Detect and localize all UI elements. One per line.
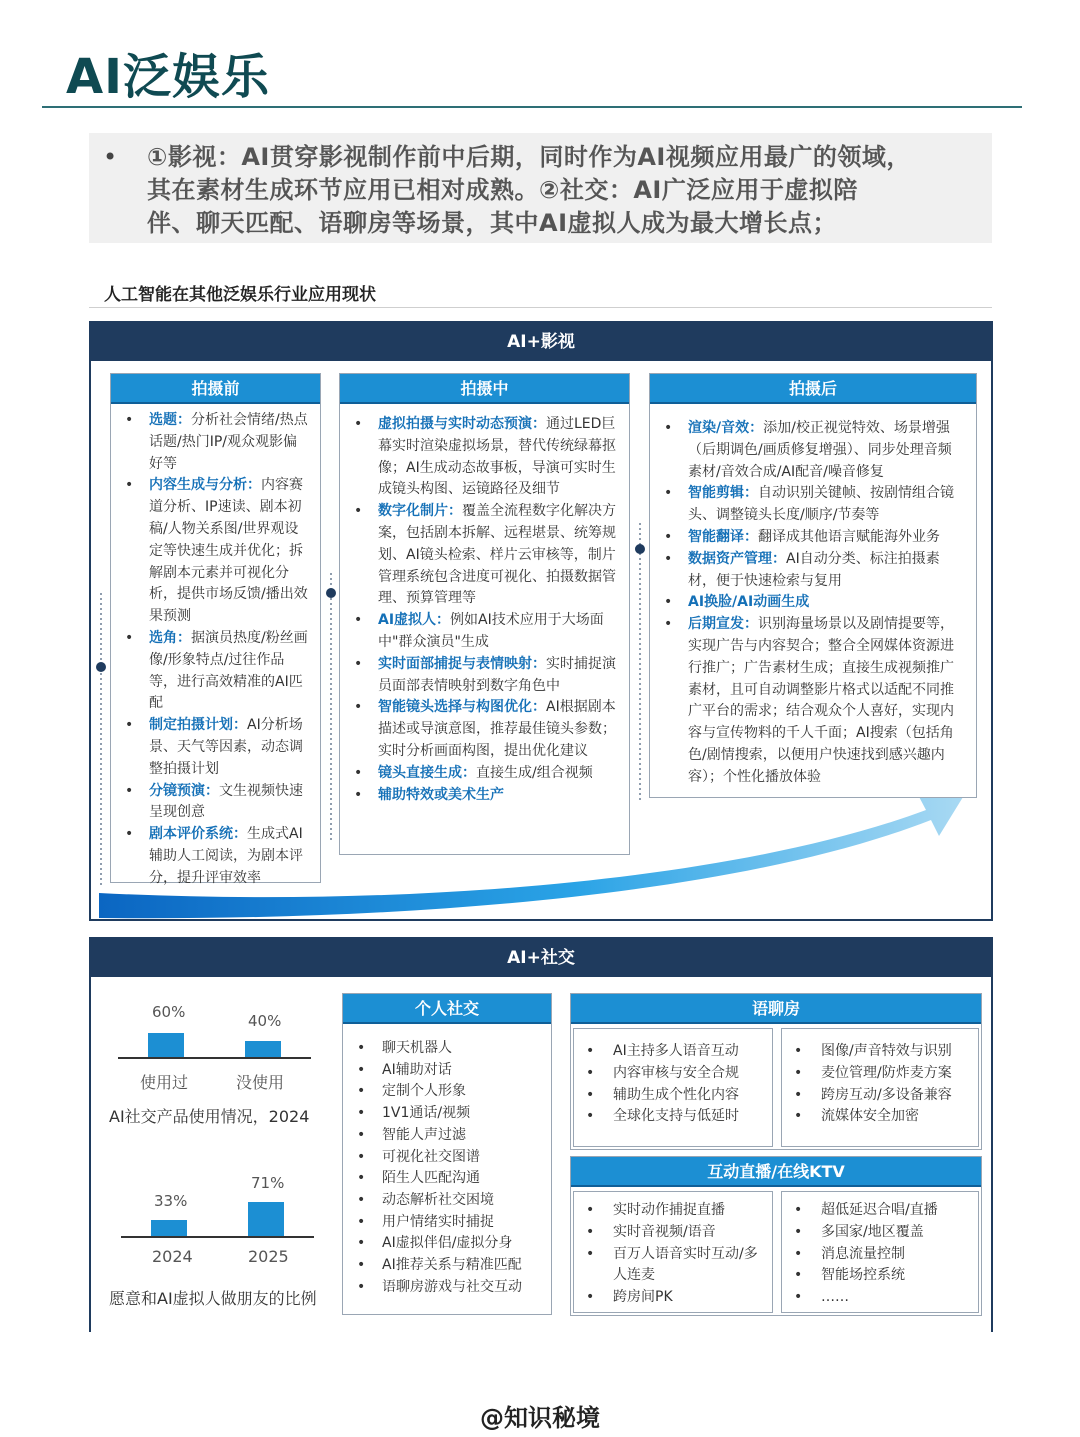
list-item: • 动态解析社交困境 [357, 1190, 541, 1212]
live-ktv-left [573, 1191, 773, 1313]
list-item: • …… [794, 1287, 970, 1309]
friend-bar-2 [248, 1202, 284, 1236]
voice-room-right-list [782, 1029, 978, 1128]
usage-baseline [118, 1057, 311, 1059]
list-item: • 百万人语音实时互动/多人连麦 [586, 1244, 764, 1288]
social-band: AI+社交 [91, 939, 991, 977]
friend-label-2: 2025 [248, 1247, 289, 1266]
list-item: • 智能人声过滤 [357, 1125, 541, 1147]
friend-caption: 愿意和AI虚拟人做朋友的比例 [109, 1289, 317, 1308]
list-item [354, 697, 617, 762]
item-text: 翻译成其他语言赋能海外业务 [758, 528, 940, 545]
list-item [354, 414, 617, 501]
list-item: • 语聊房游戏与社交互动 [357, 1277, 541, 1299]
item-text: AI分析场景、天气等因素，动态调整拍摄计划 [149, 717, 303, 777]
live-ktv-header: 互动直播/在线KTV [571, 1157, 981, 1187]
item-text: 分析社会情绪/热点话题/热门IP/观众观影偏好等 [149, 412, 308, 472]
item-keyword: 剧本评价系统： [149, 826, 247, 843]
list-item [354, 501, 617, 610]
list-item [664, 418, 964, 483]
item-keyword: 辅助特效或美术生产 [378, 786, 504, 803]
voice-room-left [573, 1028, 773, 1147]
live-ktv-left-list [574, 1192, 772, 1309]
item-text: 直接生成/组合视频 [476, 764, 593, 781]
item-keyword: 镜头直接生成： [378, 764, 476, 781]
post-shoot-list [650, 404, 976, 789]
list-item: • AI辅助对话 [357, 1060, 541, 1082]
mid-shoot-list [340, 404, 629, 806]
personal-social-list [343, 1024, 551, 1298]
list-item: • 实时音视频/语音 [586, 1222, 764, 1244]
post-shoot-header: 拍摄后 [650, 374, 976, 404]
item-text: 生成式AI辅助人工阅读，为剧本评分，提升评审效率 [149, 826, 303, 886]
list-item: • 流媒体安全加密 [794, 1106, 970, 1128]
item-keyword: AI虚拟人： [378, 612, 451, 629]
list-item: • 可视化社交图谱 [357, 1147, 541, 1169]
item-keyword: 智能翻译： [688, 528, 758, 545]
film-band: AI+影视 [91, 323, 991, 361]
friend-bar-1 [151, 1220, 187, 1236]
item-text: 内容赛道分析、IP速读、剧本初稿/人物关系图/世界观设定等快速生成并优化；拆解剧本元素并可视化分析，提供市场反馈/播出效果预测 [149, 477, 308, 625]
list-item: • AI推荐关系与精准匹配 [357, 1255, 541, 1277]
item-keyword: 制定拍摄计划： [149, 717, 247, 734]
item-keyword: 渲染/音效： [688, 420, 764, 436]
item-text: AI自动分类、标注拍摄素材，便于快速检索与复用 [688, 550, 940, 589]
footer-watermark: @知识秘境 [480, 1404, 600, 1432]
item-text: 实时捕捉演员面部表情映射到数字角色中 [378, 655, 616, 694]
list-item: • 智能场控系统 [794, 1265, 970, 1287]
item-keyword: 选题： [149, 412, 191, 428]
item-text: 添加/校正视觉特效、场景增强（后期调色/画质修复增强）、同步处理音频素材/音效合成/AI配音/噪音修复 [688, 420, 952, 480]
list-item [664, 483, 964, 527]
item-keyword: 实时面部捕捉与表情映射： [378, 655, 546, 672]
list-item: • AI主持多人语音互动 [586, 1041, 764, 1063]
film-panel [89, 321, 993, 921]
item-text: AI根据剧本描述或导演意图，推荐最佳镜头参数；实时分析画面构图，提出优化建议 [378, 699, 616, 759]
intro-line-1: ①影视：AI贯穿影视制作前中后期，同时作为AI视频应用最广的领域， [147, 143, 911, 171]
voice-room-header: 语聊房 [571, 994, 981, 1024]
item-keyword: 选角： [149, 629, 191, 646]
item-keyword: 数据资产管理： [688, 550, 786, 567]
item-keyword: 智能镜头选择与构图优化： [378, 699, 546, 716]
list-item [125, 715, 308, 780]
live-ktv-right-list [782, 1192, 978, 1309]
item-keyword: 虚拟拍摄与实时动态预演： [378, 416, 546, 432]
usage-label-1: 使用过 [140, 1073, 189, 1092]
mid-shoot-header: 拍摄中 [340, 374, 629, 404]
mid-shoot-column [339, 373, 630, 855]
intro-bullet: • [103, 143, 118, 171]
list-item [125, 475, 308, 628]
item-text: 覆盖全流程数字化解决方案，包括剧本拆解、远程堪景、统筹规划、AI镜头检索、样片云审核等，制片管理系统包含进度可视化、拍摄数据管理、预算管理等 [378, 503, 616, 607]
item-text: 通过LED巨幕实时渲染虚拟场景，替代传统绿幕抠像；AI生成动态故事板，导演可实时生成镜头构图、运镜路径及细节 [378, 416, 616, 498]
usage-caption: AI社交产品使用情况，2024 [109, 1107, 310, 1126]
pre-shoot-column [110, 373, 321, 886]
item-text: 据演员热度/粉丝画像/形象特点/过往作品等，进行高效精准的AI匹配 [149, 629, 308, 712]
item-keyword: 分镜预演： [149, 782, 219, 799]
list-item: • AI虚拟伴侣/虚拟分身 [357, 1233, 541, 1255]
list-item: • 全球化支持与低延时 [586, 1106, 764, 1128]
personal-social-box [342, 993, 552, 1315]
intro-line-3: 伴、聊天匹配、语聊房等场景，其中AI虚拟人成为最大增长点； [147, 209, 838, 237]
item-keyword: AI换脸/AI动画生成 [688, 594, 810, 611]
list-item: • 内容审核与安全合规 [586, 1063, 764, 1085]
item-text: 文生视频快速呈现创意 [149, 782, 303, 821]
list-item [354, 654, 617, 698]
list-item: • 定制个人形象 [357, 1081, 541, 1103]
list-item: • 陌生人匹配沟通 [357, 1168, 541, 1190]
item-keyword: 智能剪辑： [688, 485, 758, 502]
list-item [664, 549, 964, 593]
list-item: • 1V1通话/视频 [357, 1103, 541, 1125]
usage-bar-2 [245, 1041, 281, 1057]
live-ktv-right [781, 1191, 979, 1313]
list-item: • 跨房互动/多设备兼容 [794, 1085, 970, 1107]
list-item: • 图像/声音特效与识别 [794, 1041, 970, 1063]
intro-line-2: 其在素材生成环节应用已相对成熟。②社交：AI广泛应用于虚拟陪 [147, 176, 858, 204]
item-keyword: 内容生成与分析： [149, 477, 261, 494]
friend-label-1: 2024 [152, 1247, 193, 1266]
item-keyword: 后期宣发： [688, 616, 758, 633]
voice-room-left-list [574, 1029, 772, 1128]
social-panel [89, 937, 993, 1332]
subtitle-divider [89, 307, 992, 308]
list-item [125, 410, 308, 475]
list-item [354, 763, 617, 785]
live-ktv-box [570, 1156, 982, 1316]
list-item: • 用户情绪实时捕捉 [357, 1212, 541, 1234]
friend-baseline [121, 1236, 314, 1238]
voice-room-box [570, 993, 982, 1150]
list-item [664, 527, 964, 549]
item-keyword: 数字化制片： [378, 503, 462, 520]
item-text: 自动识别关键帧、按剧情组合镜头、调整镜头长度/顺序/节奏等 [688, 485, 954, 524]
list-item: • 辅助生成个性化内容 [586, 1085, 764, 1107]
voice-room-right [781, 1028, 979, 1147]
list-item: • 聊天机器人 [357, 1038, 541, 1060]
usage-bar-1 [148, 1033, 184, 1057]
item-text: 识别海量场景以及剧情提要等，实现广告与内容契合；整合全网媒体资源进行推广；广告素材生成；直接生成视频推广素材，且可自动调整影片格式以适配不同推广平台的需求；结合观众个人喜好，实现内容与宣传物料的千人千面；AI搜索（包括角色/剧情搜索，以便用户快速找到感兴趣内容）；个性化播放体验 [688, 616, 954, 785]
list-item: • 麦位管理/防炸麦方案 [794, 1063, 970, 1085]
usage-label-2: 没使用 [236, 1073, 285, 1092]
list-item: • 超低延迟合唱/直播 [794, 1200, 970, 1222]
list-item [664, 614, 964, 788]
list-item: • 实时动作捕捉直播 [586, 1200, 764, 1222]
list-item [125, 628, 308, 715]
friend-value-2: 71% [251, 1174, 285, 1192]
pre-shoot-header: 拍摄前 [111, 374, 320, 404]
list-item: • 消息流量控制 [794, 1244, 970, 1266]
friend-value-1: 33% [154, 1192, 188, 1210]
pre-shoot-list [111, 404, 320, 890]
list-item [354, 610, 617, 654]
list-item [354, 785, 617, 807]
post-shoot-column [649, 373, 977, 798]
list-item [125, 781, 308, 825]
list-item: • 跨房间PK [586, 1287, 764, 1309]
personal-social-header: 个人社交 [343, 994, 551, 1024]
list-item: • 多国家/地区覆盖 [794, 1222, 970, 1244]
usage-value-1: 60% [152, 1003, 186, 1021]
title-divider [42, 106, 1022, 108]
usage-value-2: 40% [248, 1012, 282, 1030]
page-title: AI泛娱乐 [66, 49, 271, 105]
item-text: 例如AI技术应用于大场面中"群众演员"生成 [378, 612, 604, 650]
section-subtitle: 人工智能在其他泛娱乐行业应用现状 [104, 285, 376, 305]
intro-summary [89, 133, 992, 243]
list-item [664, 592, 964, 614]
list-item [125, 824, 308, 889]
